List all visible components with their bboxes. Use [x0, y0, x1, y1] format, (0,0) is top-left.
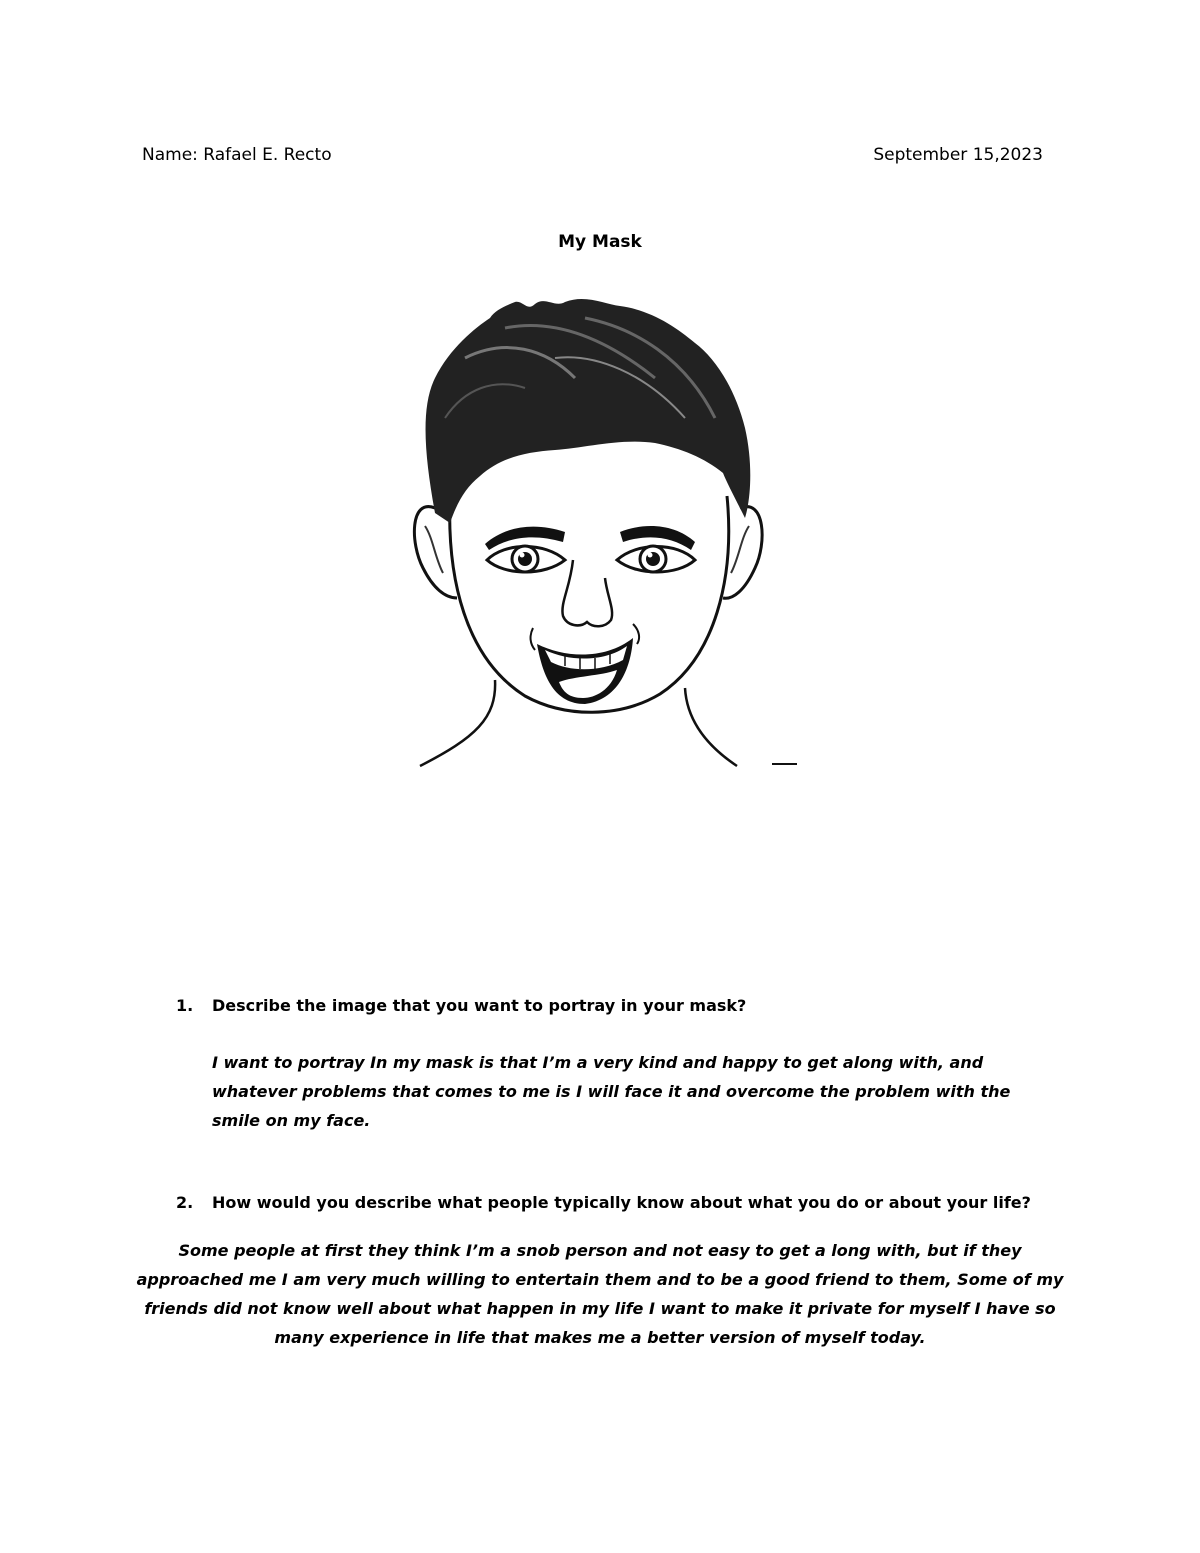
answer-1: I want to portray In my mask is that I’m a very kind and happy to get along with, and whatever problems that comes to me is I will face it and overcome the problem with the smile on my face.	[212, 1053, 1011, 1130]
question-text: How would you describe what people typically know about what you do or about your life?	[212, 1193, 1031, 1212]
page-title: My Mask	[558, 232, 642, 252]
mask-portrait-image	[405, 298, 805, 770]
smiling-face-drawing-icon	[405, 298, 805, 770]
document-date: September 15,2023	[873, 145, 1043, 165]
answer-2: Some people at first they think I’m a snob person and not easy to get a long with, but if they approached me I am very much willing to entertain them and to be a good friend to them, Some of my friends did not know well about what happen in my life I want to make it private for myself I have so many experience in life that makes me a better version of myself today.	[136, 1241, 1064, 1347]
question-number: 2.	[176, 1193, 194, 1212]
student-name: Name: Rafael E. Recto	[142, 145, 332, 165]
question-number: 1.	[176, 996, 194, 1015]
question-1	[0, 996, 1200, 1020]
question-2	[0, 1193, 1200, 1217]
question-text: Describe the image that you want to portray in your mask?	[212, 996, 747, 1015]
